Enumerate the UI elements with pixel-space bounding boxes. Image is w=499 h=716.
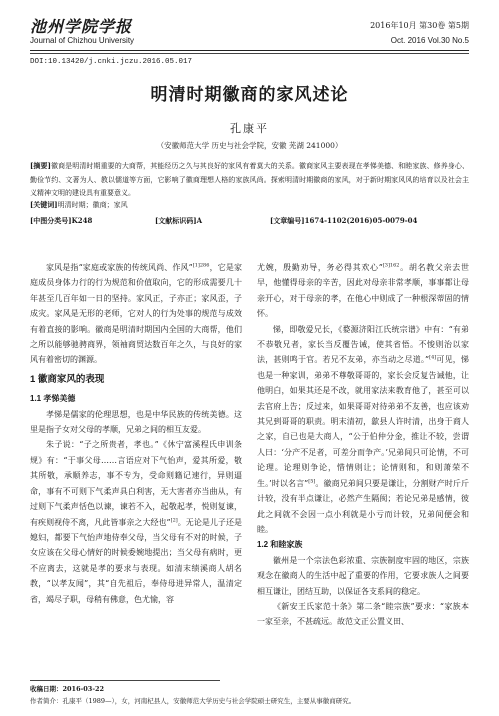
text-run: 家风是指“家庭或家族的传统风尚、作风” (46, 263, 193, 272)
journal-logo: 池州学院学报 (30, 17, 133, 36)
abstract-text: 徽商是明清时期重要的大商帮，其能经历之久与其良好的家风有着莫大的关系。徽商家风主要表现在孝悌美德、和睦家族、修养身心、勤俭节约、文著为人、教以儒道等方面，它影响了徽商理想人格的家族风尚。探索明清时期徽商的家风，对于新时期家风风的培育以及社会主义精神文明的建设具有重要意义。 (30, 162, 470, 197)
left-column (30, 260, 242, 607)
keywords (30, 200, 128, 210)
text-run: 。徽商兄弟间只要是谦让，分割财产时斤斤计较，没有半点谦让，必然产生隔阂；若论兄弟是感情，彼此之间就不会因一点小利就是小亏而计较，兄弟间便会和睦。 (257, 478, 469, 534)
author-bio: 作者简介：孔康平（1989—），女，河南杞县人，安徽师范大学历史与社会学院硕士研究生，主要从事徽商研究。 (30, 697, 356, 705)
clc-number: [中图分类号]K248 (30, 216, 93, 225)
citation-ref: [2] (170, 516, 178, 523)
text-run: 。胡名教父亲去世早，他懂得母亲的辛苦，因此对母亲非常孝顺，事事都让母亲开心，对于母亲的孝，在他心中则成了一种根深蒂固的情怀。 (257, 263, 470, 319)
header-rule-thin (30, 53, 469, 54)
paragraph (257, 260, 469, 322)
doi[interactable]: DOI:10.13420/j.cnki.jczu.2016.05.017 (30, 58, 193, 66)
abstract-label: [摘要] (30, 161, 51, 170)
article-title: 明清时期徽商的家风述论 (150, 85, 349, 105)
paragraph: 徽州是一个宗法色彩浓重、宗族制度牢固的地区，宗族观念在徽商人的生活中起了重要的作用，它要求族人之间要相互谦让，团结互助，以保证各支系间的稳定。 (257, 555, 469, 596)
article-number: [文章编号]1674-1102(2016)05-0079-04 (270, 216, 418, 225)
keywords-text: 明清时期；徽商；家风 (57, 201, 128, 209)
footnote-rule (30, 680, 220, 681)
page-header (30, 14, 469, 50)
classification-row (30, 216, 469, 228)
keywords-label: [关键词] (30, 200, 58, 209)
header-rule (30, 50, 469, 51)
text-run: 悌，即敬爱兄长，《婺源济阳江氏统宗谱》中有：“有弟不恭敬兄者，家长当反覆告诫，使其省悟。不悛则治以家法，甚则鸣于官。若兄不友弟，亦当动之尽道。” (257, 324, 469, 365)
citation-ref: [5] (308, 478, 316, 485)
text-run: 朱子说：“子之所贵者，孝也。”《休宁富溪程氏申训条规》有：“于事父母……言语应对下气怡声，爱其所爱，敬其所敬，承顺养志，事不专为，受命则籍记速行，异则逼命，事有不可则下气柔声具白利害，无大害者亦当曲从，有过则下气柔声恬色以谏，谏若不入，起敬起孝，悦则复谏，有疾则视侍不离，凡此皆事亲之大经也” (30, 440, 242, 527)
subsection-heading: 1.2 和睦家族 (257, 540, 303, 550)
paragraph (30, 437, 242, 606)
paragraph: 孝悌是儒家的伦理思想，也是中华民族的传统美德。这里是指子女对父母的孝顺，兄弟之间的相互友爱。 (30, 409, 242, 435)
paragraph: 《新安王氏家范十条》第二条“睦宗族”要求：“家族本一家至亲，不甚疏远。故范文正公置义田、 (257, 601, 469, 627)
paragraph (257, 322, 469, 538)
abstract (30, 159, 469, 201)
text-run: 尤婉，殷勤劝导，务必得其欢心” (257, 263, 383, 272)
author-affiliation: （安徽师范大学 历史与社会学院，安徽 芜湖 241000） (156, 141, 343, 150)
journal-name-en: Journal of Chizhou University (30, 36, 135, 45)
text-run: 可见，悌也是一种家训，弟弟不尊敬哥哥的，家长会反复告诫他，让他明白，如果其还是不改，就用家法来教育他了，甚至可以去官府上告；反过来，如果哥哥对待弟弟不友善，也应该劝其兄到哥哥的职责。明末清初，歙县人许时清，出身于商人之家，自已也是大商人，“公于伯仲分金，推让不较，尝谓人曰：‘分产不足者，可差分而争产。’兄弟间只可论情，不可论理。论理则争论，惜情则让；论情则和，和则萧荣不生。’时以名言” (257, 355, 470, 488)
document-code: [文献标识码]A (155, 216, 203, 225)
text-run: 。无论是儿子还是媳妇，都要下气怡声地侍奉父母，当父母有不对的时候，子女应该在父母心情好的时候委婉地提出；当父母有病时，更不应离去，这就是孝的要求与表现。如清末绩溪商人胡名教，“以孝友闻”，其“自先祖后，奉侍母进异常人，温清定省，竭尽子职，母稍有佛意，色尤愉，容 (30, 517, 242, 604)
issue-info-cn: 2016年10月 第30卷 第5期 (370, 21, 469, 30)
paragraph (30, 260, 242, 368)
author-name: 孔康平 (230, 122, 269, 135)
text-run: ，它是家庭成员身体力行的行为规范和价值取向，它的形成需要几十年甚至几百年如一日的坚持。家风正，子亦正；家风歪，子成灾。家风是无形的老师，它对人的行为处事的规范与成效有着直接的影响。徽商是明清时期国内全国的大商帮，他们之所以能够驰骋商界，领袖商贸达数百年之久，与良好的家风有着密切的渊源。 (30, 263, 242, 365)
citation-ref: [1]286 (192, 262, 210, 269)
right-column (257, 260, 469, 630)
subsection-heading: 1.1 孝悌美德 (30, 394, 76, 404)
citation-ref: [3]162 (382, 262, 400, 269)
section-heading: 1 徽商家风的表现 (30, 373, 105, 385)
issue-info-en: Oct. 2016 Vol.30 No.5 (390, 36, 469, 45)
citation-ref: [4] (429, 354, 437, 361)
received-date: 收稿日期：2016-03-22 (30, 685, 105, 693)
